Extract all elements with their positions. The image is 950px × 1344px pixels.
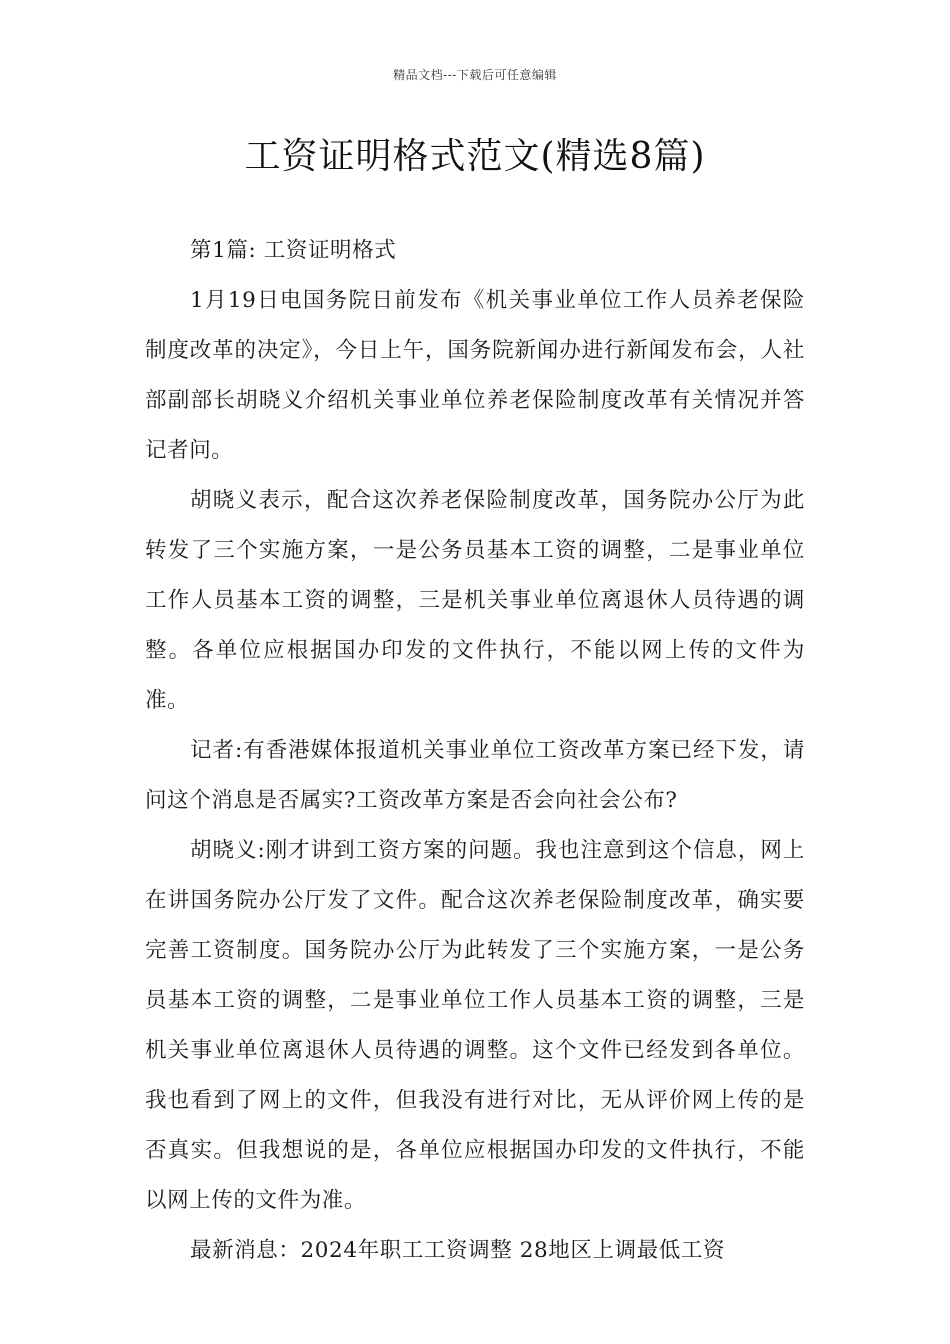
section-heading: 第1篇: 工资证明格式 — [190, 238, 397, 263]
paragraph: 胡晓义表示，配合这次养老保险制度改革，国务院办公厅为此转发了三个实施方案，一是公务员基本工资的调整，二是事业单位工作人员基本工资的调整，三是机关事业单位离退休人员待遇的调整。各单位应根据国办印发的文件执行，不能以网上传的文件为准。 — [145, 488, 805, 713]
paragraph: 记者:有香港媒体报道机关事业单位工资改革方案已经下发，请问这个消息是否属实?工资改革方案是否会向社会公布? — [145, 738, 805, 813]
paragraph: 胡晓义:刚才讲到工资方案的问题。我也注意到这个信息，网上在讲国务院办公厅发了文件。配合这次养老保险制度改革，确实要完善工资制度。国务院办公厅为此转发了三个实施方案，一是公务员基本工资的调整，二是事业单位工作人员基本工资的调整，三是机关事业单位离退休人员待遇的调整。这个文件已经发到各单位。我也看到了网上的文件，但我没有进行对比，无从评价网上传的是否真实。但我想说的是，各单位应根据国办印发的文件执行，不能以网上传的文件为准。 — [145, 838, 805, 1213]
paragraph: 最新消息：2024年职工工资调整 28地区上调最低工资 — [190, 1238, 726, 1263]
document-body — [145, 226, 805, 1276]
header-note: 精品文档---下载后可任意编辑 — [393, 68, 557, 82]
paragraph: 1月19日电国务院日前发布《机关事业单位工作人员养老保险制度改革的决定》，今日上午，国务院新闻办进行新闻发布会，人社部副部长胡晓义介绍机关事业单位养老保险制度改革有关情况并答记者问。 — [145, 288, 805, 463]
document-title: 工资证明格式范文(精选8篇) — [244, 136, 706, 177]
